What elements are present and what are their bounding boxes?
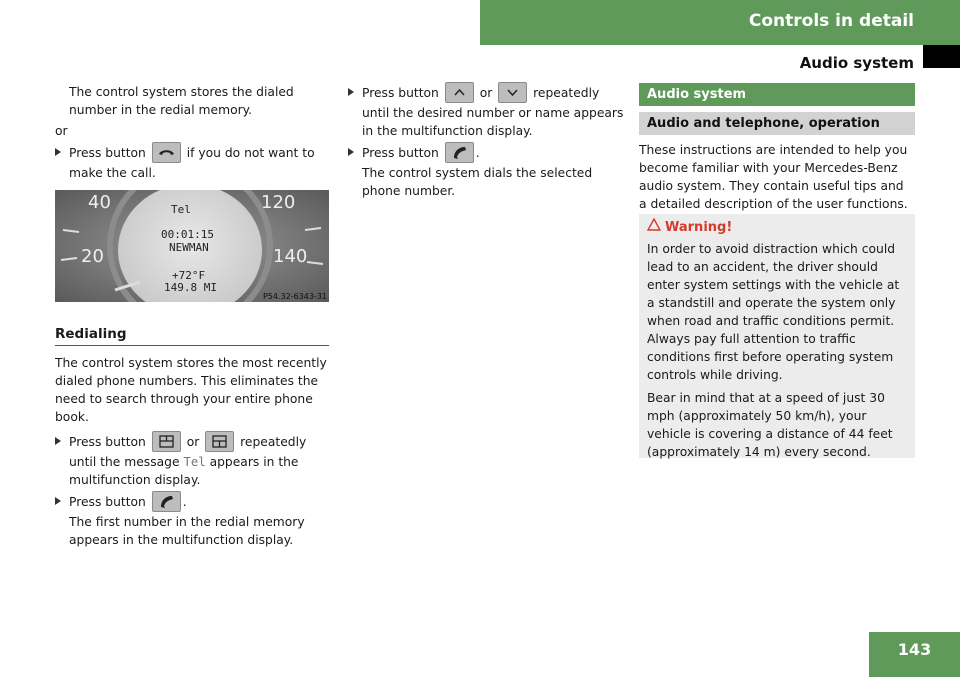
warning-title: Warning! (665, 219, 733, 235)
page-down-icon (205, 431, 234, 452)
column-2 (348, 83, 624, 200)
page-up-icon (152, 431, 181, 452)
gauge-label-20: 20 (81, 246, 104, 267)
display-tel: Tel (171, 203, 191, 216)
bullet-text: . (475, 146, 480, 160)
bullet-page-buttons (55, 432, 330, 489)
bullet-text: Press button (362, 146, 439, 160)
header-bar (480, 0, 960, 45)
warning-box (639, 214, 915, 458)
bullet-text: repeatedly until the desired number or name appears in the multifunction display. (362, 86, 624, 138)
bullet-arrow-buttons (348, 83, 624, 140)
call-icon (152, 491, 181, 512)
page-subtitle: Audio system (799, 54, 914, 72)
bullet-text: Press button (362, 86, 439, 100)
bullet-arrow-icon (55, 437, 61, 445)
gauge-label-120: 120 (261, 192, 296, 213)
gauge-label-40: 40 (88, 192, 111, 213)
warning-triangle-icon (647, 218, 661, 237)
bullet-result-text: The first number in the redial memory appears in the multifunction display. (69, 515, 305, 547)
bullet-result-text: The control system dials the selected phone number. (362, 166, 593, 198)
redialing-heading: Redialing (55, 326, 127, 342)
bullet-dial-button (348, 143, 624, 200)
bullet-text: Press button (69, 435, 146, 449)
warning-heading (647, 218, 907, 237)
redialing-paragraph: The control system stores the most recently dialed phone numbers. This eliminates the need to search through your entire phone book. (55, 356, 327, 424)
bullet-arrow-icon (348, 88, 354, 96)
photo-reference: P54.32-6343-31 (262, 292, 327, 301)
intro-section (639, 141, 915, 213)
gauge-label-140: 140 (273, 246, 308, 267)
bullet-text: if you do not want to make the call. (69, 146, 315, 180)
display-message-text: Tel (183, 455, 206, 469)
paragraph-redial-memory: The control system stores the dialed number in the redial memory. (69, 85, 294, 117)
bullet-arrow-icon (348, 148, 354, 156)
display-time: 00:01:15 (161, 228, 214, 241)
audio-telephone-bar: Audio and telephone, operation (639, 112, 915, 135)
heading-rule (55, 345, 329, 346)
page-number: 143 (869, 632, 960, 677)
warning-paragraph-2: Bear in mind that at a speed of just 30 mph (approximately 50 km/h), your vehicle is covering a distance of 44 feet (approximately 14 m) every second. (647, 391, 893, 459)
warning-paragraph-1: In order to avoid distraction which could lead to an accident, the driver should enter system settings with the vehicle at a standstill and operate the system only when road and traffic conditions permit. Always pay full attention to traffic conditions first before operating system controls while driving. (647, 242, 900, 382)
call-icon (445, 142, 474, 163)
display-odometer: 149.8 MI (164, 281, 217, 294)
arrow-up-icon (445, 82, 474, 103)
bullet-arrow-icon (55, 148, 61, 156)
end-call-icon (152, 142, 181, 163)
display-name: NEWMAN (169, 241, 209, 254)
header-tab-marker (923, 45, 960, 68)
bullet-text: or (186, 435, 200, 449)
section-title: Controls in detail (748, 11, 914, 31)
bullet-text: appears in the multifunction display. (69, 455, 299, 487)
instrument-cluster-photo (55, 190, 329, 302)
bullet-text: Press button (69, 146, 146, 160)
bullet-arrow-icon (55, 497, 61, 505)
audio-system-bar: Audio system (639, 83, 915, 106)
redialing-section (55, 354, 330, 549)
bullet-end-call (55, 143, 330, 182)
column-1 (55, 83, 330, 182)
bullet-text: or (479, 86, 493, 100)
bullet-call-button (55, 492, 330, 549)
intro-paragraph: These instructions are intended to help you become familiar with your Mercedes-Benz audio system. They contain useful tips and a detailed description of the user functions. (639, 143, 908, 211)
arrow-down-icon (498, 82, 527, 103)
bullet-text: repeatedly until the message (69, 435, 307, 469)
display-temperature: +72°F (172, 269, 206, 282)
bullet-text: . (182, 495, 187, 509)
or-text: or (55, 124, 68, 138)
bullet-text: Press button (69, 495, 146, 509)
